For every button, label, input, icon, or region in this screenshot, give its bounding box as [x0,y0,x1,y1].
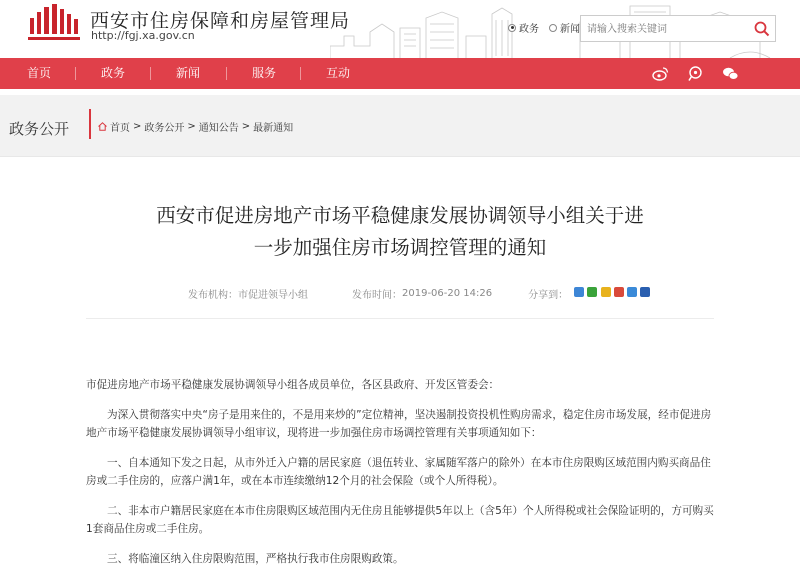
search-icon[interactable] [753,20,771,38]
radio-selected-icon [508,24,516,32]
article-divider [86,318,714,319]
qzone-icon[interactable] [574,287,584,297]
radio-label: 政务 [519,24,539,35]
home-icon [98,122,107,131]
search-input[interactable] [587,20,747,38]
section-divider [89,109,91,139]
qq-icon[interactable] [627,287,637,297]
search-box [580,15,776,42]
breadcrumb-latest[interactable]: 最新通知 [253,123,294,134]
publisher-value: 市促进领导小组 [238,290,308,301]
publisher-label: 发布机构： [188,290,238,301]
article-paragraph: 三、将临潼区纳入住房限购范围，严格执行我市住房限购政策。 [107,553,404,565]
search-scope-radios [508,20,580,35]
article-title-line: 一步加强住房市场调控管理的通知 [253,236,547,259]
site-title[interactable]: 西安市住房保障和房屋管理局 [90,10,351,32]
article-paragraph: 一、自本通知下发之日起，从市外迁入户籍的居民家庭（退伍转业、家属随军落户的除外）在本市住房限购区域范围内购买商品住房或二手住房的，应落户满1年，或在本市连续缴纳12个月的社会保险（或个人所得税）。 [86,457,711,487]
site-url[interactable]: http://fgj.xa.gov.cn [91,29,195,42]
article-body [86,376,714,580]
nav-item-news[interactable]: 新闻 [176,66,201,80]
article-paragraph: 二、非本市户籍居民家庭在本市住房限购区域范围内无住房且能够提供5年以上（含5年）个人所得税或社会保险证明的，方可购买1套商品住房或二手住房。 [86,505,714,535]
nav-divider [300,67,301,80]
share-label: 分享到： [528,290,569,301]
subscribe-icon[interactable] [687,65,704,82]
breadcrumb-separator: > [187,121,196,132]
wechat-share-icon[interactable] [587,287,597,297]
star-icon[interactable] [601,287,611,297]
article-meta [188,286,650,301]
section-title: 政务公开 [9,120,70,138]
weibo-share-icon[interactable] [614,287,624,297]
site-header [0,0,800,58]
share-icons [574,287,650,300]
nav-item-service[interactable]: 服务 [252,66,277,80]
breadcrumb-home[interactable]: 首页 [110,123,130,134]
search-scope-zhengwu[interactable] [508,20,539,35]
article-paragraph: 市促进房地产市场平稳健康发展协调领导小组各成员单位，各区县政府、开发区管委会： [86,379,500,391]
wechat-icon[interactable] [722,65,739,82]
search-scope-xinwen[interactable] [549,20,580,35]
main-nav [0,58,800,89]
nav-divider [226,67,227,80]
breadcrumb [98,119,293,134]
nav-divider [75,67,76,80]
site-logo[interactable] [26,4,82,44]
nav-item-interact[interactable]: 互动 [326,66,351,80]
radio-label: 新闻 [560,24,580,35]
publish-time-label: 发布时间： [352,290,402,301]
publish-time-value: 2019-06-20 14:26 [402,288,493,299]
nav-item-zhengwu[interactable]: 政务 [101,66,126,80]
breadcrumb-notices[interactable]: 通知公告 [198,123,239,134]
breadcrumb-bar [0,95,800,157]
renren-icon[interactable] [640,287,650,297]
article-paragraph: 为深入贯彻落实中央“房子是用来住的，不是用来炒的”定位精神，坚决遏制投资投机性购房需求，稳定住房市场发展，经市促进房地产市场平稳健康发展协调领导小组审议，现将进一步加强住房市场调控管理有关事项通知如下： [86,409,712,439]
nav-divider [150,67,151,80]
breadcrumb-zhengwu[interactable]: 政务公开 [144,123,185,134]
article-title-line: 西安市促进房地产市场平稳健康发展协调领导小组关于进 [156,204,644,227]
weibo-icon[interactable] [652,65,669,82]
breadcrumb-separator: > [241,121,251,132]
radio-unselected-icon [549,24,557,32]
article-title [100,200,700,264]
breadcrumb-separator: > [133,121,142,132]
nav-item-home[interactable]: 首页 [27,66,52,80]
